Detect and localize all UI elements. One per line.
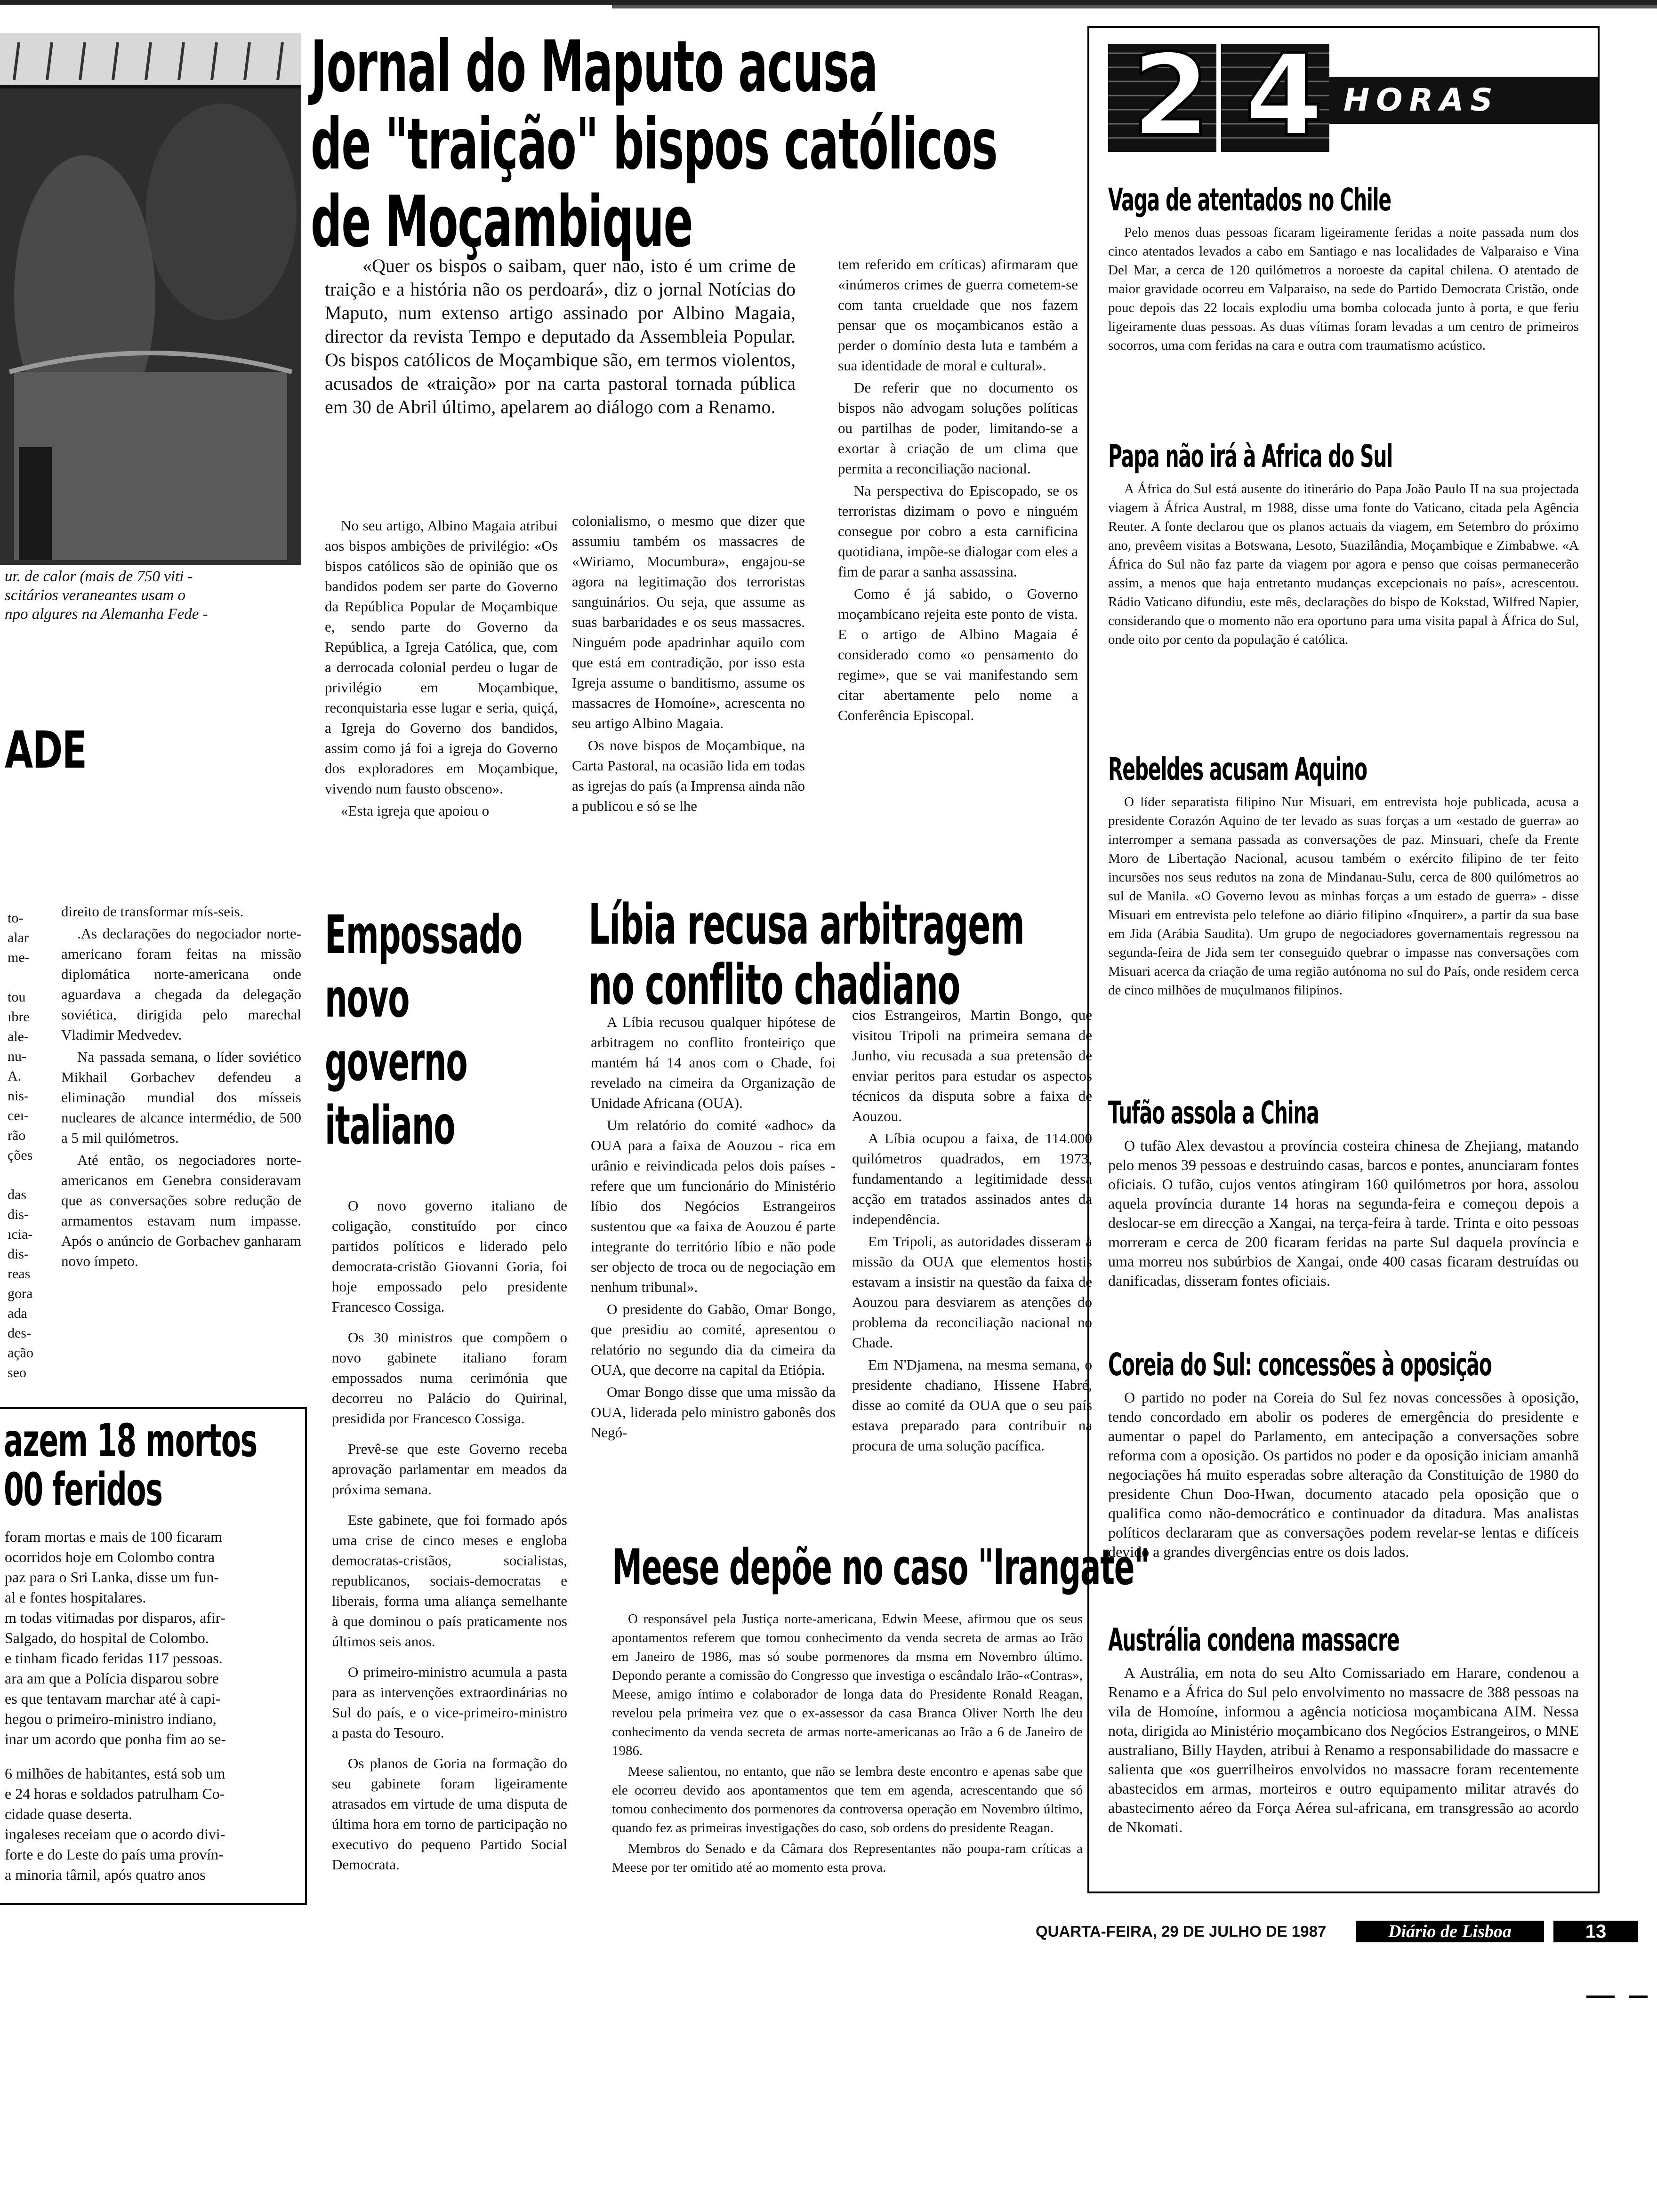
mortos-line: al e fontes hospitalares.: [5, 1589, 146, 1606]
sidebar-item-australia: [1108, 1621, 1579, 1837]
italy-paragraph: Prevê-se que este Governo receba aprovação parlamentar em meados da próxima semana.: [332, 1441, 567, 1498]
main-paragraph: tem referido em críticas) afirmaram que «inúmeros crimes de guerra cometem-se com tanta crueldade que nos fazem pensar que os moçambicanos estão a perder o domínio desta luta e também a sua identidade de moral e cultural».: [838, 256, 1078, 374]
main-col-1: [325, 515, 558, 823]
mortos-line: inar um acordo que ponha fim ao se-: [5, 1731, 226, 1747]
soviet-paragraph: direito de transformar mís-seis.: [61, 903, 244, 920]
italy-paragraph: Os 30 ministros que compõem o novo gabinete italiano foram empossados numa cerimónia que decorreu no Palácio do Quirinal, presidida por Francesco Cossiga.: [332, 1329, 567, 1427]
sidebar-24-horas: [1087, 26, 1600, 1893]
main-headline-line-2: de "traição" bispos católicos: [311, 104, 997, 185]
libya-paragraph: A Líbia recusou qualquer hipótese de arbitragem no conflito fronteiriço que mantém há 14 anos com o Chade, foi revelado na cimeira da Organização de Unidade Africana (OUA).: [591, 1014, 836, 1111]
main-headline-line-3: de Moçambique: [311, 181, 693, 263]
sidebar-item-aquino: [1108, 750, 1579, 1000]
mortos-line: e tinham ficado feridas 117 pessoas.: [5, 1650, 223, 1667]
footer-dash: [1586, 1996, 1615, 1998]
margin-word: reas: [8, 1266, 31, 1282]
mortos-line: ocorridos hoje em Colombo contra: [5, 1548, 215, 1565]
margin-word: dis-: [8, 1207, 29, 1222]
mortos-line: hegou o primeiro-ministro indiano,: [5, 1710, 217, 1727]
main-paragraph: Como é já sabido, o Governo moçambicano rejeita este ponto de vista. E o artigo de Albino Magaia é considerado como «o pensamento do regime», que se vai manifestando sem citar abertamente pelo nome a Conferência Episcopal.: [838, 585, 1078, 723]
sidebar-logo: [1108, 30, 1598, 161]
mortos-line: cidade quase deserta.: [5, 1805, 132, 1822]
margin-word: seo: [8, 1365, 26, 1380]
mortos-line: Salgado, do hospital de Colombo.: [5, 1629, 209, 1646]
mortos-line: foram mortas e mais de 100 ficaram: [5, 1528, 223, 1545]
top-border-line: [0, 0, 1657, 5]
italy-headline-line: italiano: [325, 1095, 455, 1156]
mortos-line: [5, 1749, 297, 1763]
main-col-2: [572, 511, 805, 818]
top-border-shadow: [612, 5, 1657, 8]
sidebar-item-china: [1108, 1094, 1579, 1290]
libya-col-1: [591, 1012, 836, 1444]
sidebar-item-text: O tufão Alex devastou a província costeira chinesa de Zhejiang, matando pelo menos 39 pessoas e destruindo casas, barcos e pontes, anunciaram fontes oficiais. O tufão, cujos ventos atingiram 160 quilómetros por hora, assolou aquela província durante 14 horas na segunda-feira e começou depois a deslocar-se em direcção a Xangai, na terça-feira à tarde. Trinta e oito pessoas morreram e cerca de 200 ficaram feridas na parte Sul daquela província e uma morreu nos subúrbios de Xangai, onde 400 casas ficaram destruídas ou danificadas, disseram fontes oficiais.: [1108, 1137, 1579, 1289]
margin-word: rão: [8, 1128, 26, 1143]
margin-word: das: [8, 1187, 26, 1202]
mortos-headline-2: 00 feridos: [4, 1463, 162, 1516]
margin-word: ceı-: [8, 1108, 29, 1123]
margin-word: ções: [8, 1147, 33, 1163]
libya-paragraph: Omar Bongo disse que uma missão da OUA, liderada pelo ministro gabonês dos Negó-: [591, 1384, 836, 1441]
sidebar-item-title: Vaga de atentados no Chile: [1108, 182, 1391, 218]
libya-paragraph: Um relatório do comité «adhoc» da OUA para a faixa de Aouzou - rica em urânio e reivindicada pelos dois países - refere que um funcionário do Ministério líbio dos Negócios Estrangeiros sustentou que «a faixa de Aouzou é parte integrante do território líbio e não pode ser objecto de troca ou de negociação em nenhum tribunal».: [591, 1117, 836, 1295]
mortos-line: 6 milhões de habitantes, está sob um: [5, 1765, 225, 1782]
logo-digit-4: 4: [1245, 30, 1322, 161]
libya-paragraph: cios Estrangeiros, Martin Bongo, que visitou Tripoli na primeira semana de Junho, viu recusada a sua pretensão de enviar peritos para estudar os aspectos técnicos da disputa sobre a faixa de Aouzou.: [852, 1007, 1092, 1124]
italy-paragraph: Os planos de Goria na formação do seu gabinete foram ligeiramente atrasados em virtude de uma disputa de última hora em torno de participação no executivo do pequeno Partido Social Democrata.: [332, 1755, 567, 1873]
photo-caption: [5, 567, 287, 624]
italy-headline-line: Empossado: [325, 905, 523, 966]
main-paragraph: colonialismo, o mesmo que dizer que assumiu também os massacres de «Wiriamo, Mocumbura», engajou-se agora na legitimação dos terroristas sanguinários. Ou seja, que assume as suas barbaridades e os seus massacres. Ninguém pode apadrinhar aquilo com que está em contradição, por isso esta Igreja assume o banditismo, assume os massacres de Homoíne», acrescenta no seu artigo Albino Magaia.: [572, 513, 805, 731]
soviet-paragraph: Até então, os negociadores norte-americanos em Genebra consideravam que as conversações sobre redução de armamentos estavam num impasse. Após o anúncio de Gorbachev ganharam novo ímpeto.: [61, 1152, 301, 1269]
sidebar-item-title: Papa não irá à Africa do Sul: [1108, 438, 1393, 474]
margin-word: des-: [8, 1325, 31, 1341]
margin-word: ıbre: [8, 1009, 30, 1025]
sidebar-item-text: O partido no poder na Coreia do Sul fez novas concessões à oposição, tendo concordado em abolir os poderes de emergência do presidente e aumentar o papel do Parlamento, em antecipação a conversações sobre reforma com a oposição. Os partidos no poder e da oposição iniciam amanhã negociações há muito esperadas sobre alteração da Constituição de 1980 do presidente Chun Doo-Hwan, documento atacado pela oposição que o qualifica como não-democrático e continuador da ditadura. Mas analistas políticos declararam que as conversações podem revelar-se lentas e difíceis devido a grandes divergências entre os dois lados.: [1108, 1389, 1579, 1560]
margin-words: [8, 908, 45, 1383]
margin-word: [8, 968, 45, 987]
italy-headline-line: novo: [325, 968, 410, 1029]
photo-left: [0, 33, 301, 565]
libya-headline-line-2: no conflito chadiano: [588, 952, 960, 1017]
mortos-line: e 24 horas e soldados patrulham Co-: [5, 1785, 225, 1802]
left-headline-fragment: ADE: [5, 721, 87, 780]
sidebar-item-title: Coreia do Sul: concessões à oposição: [1108, 1346, 1492, 1383]
main-lead: «Quer os bispos o saibam, quer não, isto é um crime de traição e a história não os perdoará», diz o jornal Notícias do Maputo, num extenso artigo assinado por Albino Magaia, director da revista Tempo e deputado da Assembleia Popular. Os bispos católicos de Moçambique são, em termos violentos, acusados de «traição» por na carta pastoral tornada pública em 30 de Abril último, apelarem ao diálogo com a Renamo.: [325, 255, 796, 417]
mortos-line: forte e do Leste do país uma provín-: [5, 1846, 224, 1863]
margin-word: alar: [8, 930, 29, 946]
footer-paper-name: Diário de Lisboa: [1356, 1921, 1544, 1942]
photo-image: [0, 33, 301, 565]
main-paragraph: No seu artigo, Albino Magaia atribui aos bispos ambições de privilégio: «Os bispos católicos são de opinião que os bandidos podem ser parte do Governo da República Popular de Moçambique e, sendo parte do Governo da República, a Igreja Católica, que, com a derrocada colonial perdeu o lugar de privilégio em Moçambique, reconquistaria esse lugar e seria, quiçá, a Igreja do Governo dos bandidos, assim como já foi a igreja do Governo dos exploradores em Moçambique, vivendo num fausto obsceno».: [325, 517, 558, 797]
sidebar-item-text: A Austrália, em nota do seu Alto Comissariado em Harare, condenou a Renamo e a África do Sul pelo envolvimento no massacre de 388 pessoas na vila de Homoíne, informou a agência noticiosa moçambicana AIM. Nessa nota, dirigida ao Ministério moçambicano dos Negócios Estrangeiros, o MNE australiano, Billy Hayden, atribui à Renamo a responsabilidade do massacre e salienta que «os guerrilheiros envolvidos no massacre foram recentemente abastecidos em armas, morteiros e outro equipamento militar através do abastecimento aéreo da Força Aérea sul-africana, em transgressão ao acordo de Nkomati.: [1108, 1664, 1579, 1835]
sidebar-item-title: Rebeldes acusam Aquino: [1108, 751, 1367, 787]
margin-word: nis-: [8, 1088, 29, 1104]
mortos-line: ara am que a Polícia disparou sobre: [5, 1670, 219, 1687]
meese-paragraph: Membros do Senado e da Câmara dos Representantes não poupa-ram críticas a Meese por ter omitido até ao momento esta prova.: [612, 1841, 1083, 1875]
margin-word: [8, 1165, 45, 1185]
mortos-line: a minoria tâmil, após quatro anos: [5, 1866, 206, 1883]
margin-word: me-: [8, 950, 30, 965]
margin-word: ada: [8, 1306, 27, 1321]
margin-word: tou: [8, 989, 26, 1005]
sidebar-item-text: A África do Sul está ausente do itinerário do Papa João Paulo II na sua projectada viagem à África Austral, m 1988, disse uma fonte do Vaticano, citada pela Agência Reuter. A fonte declarou que os planos actuais da viagem, em Setembro do próximo ano, prevêem visitas a Botswana, Lesoto, Suazilândia, Moçambique e Zimbabwe. «A África do Sul não faz parte da viagem por agora e penso que coisas permanecerão assim, a menos que haja entretanto mudanças excepcionais no país», acrescentou. Rádio Vaticano difundiu, este mês, declarações do bispo de Kokstad, Wilfred Napier, considerando que o momento não era oportuno para uma visita papal à África do Sul, onde oito por cento da população é católica.: [1108, 481, 1579, 647]
logo-word-horas: HORAS: [1343, 82, 1499, 118]
mortos-headline-1: azem 18 mortos: [4, 1414, 257, 1467]
libya-paragraph: O presidente do Gabão, Omar Bongo, que presidiu ao comité, apresentou o relatório no segundo dia da cimeira da OUA, que decorre na capital da Etiópia.: [591, 1301, 836, 1378]
margin-word: to-: [8, 910, 24, 926]
main-paragraph: Os nove bispos de Moçambique, na Carta Pastoral, na ocasião lida em todas as igrejas do país (a Imprensa ainda não a publicou e só se lhe: [572, 737, 805, 814]
caption-line-1: ur. de calor (mais de 750 viti -: [5, 568, 193, 585]
mortos-line: es que tentavam marchar até à capi-: [5, 1690, 221, 1707]
soviet-paragraph: .As declarações do negociador norte-americano foram feitas na missão diplomática norte-americana onde aguardava a chegada da delegação soviética, dirigida pelo marechal Vladimir Medvedev.: [61, 925, 301, 1043]
footer-date: QUARTA-FEIRA, 29 DE JULHO DE 1987: [1036, 1923, 1327, 1940]
mortos-line: ingaleses receiam que o acordo divi-: [5, 1826, 225, 1843]
meese-paragraph: Meese salientou, no entanto, que não se lembra deste encontro e apenas sabe que ele ocorreu devido aos apontamentos que tem em agenda, acrescentando que só tomou conhecimento dos pormenores da controversa operação em Novembro último, quando fez as primeiras investigações do caso, sob ordens do presidente Reagan.: [612, 1764, 1083, 1835]
italy-paragraph: O novo governo italiano de coligação, constituído por cinco partidos políticos e liderado pelo democrata-cristão Giovanni Goria, foi hoje empossado pelo presidente Francesco Cossiga.: [332, 1197, 567, 1315]
main-paragraph: «Esta igreja que apoiou o: [341, 802, 490, 819]
libya-headline: [588, 894, 1106, 1015]
margin-word: ação: [8, 1345, 33, 1361]
margin-word: ale-: [8, 1029, 29, 1044]
italy-paragraph: Este gabinete, que foi formado após uma crise de cinco meses e engloba democratas-cristãos, socialistas, republicanos, sociais-democratas e liberais, forma uma aliança semelhante à que dominou o país praticamente nos últimos seis anos.: [332, 1512, 567, 1650]
meese-headline: Meese depõe no caso "Irangate": [612, 1539, 1150, 1596]
footer: [1036, 1918, 1638, 1946]
italy-headline: [325, 904, 570, 1158]
main-paragraph: Na perspectiva do Episcopado, se os terroristas dizimam o povo e ninguém consegue por cobro a esta carnificina quotidiana, impõe-se dialogar com eles a fim de parar a sanha assassina.: [838, 482, 1078, 580]
libya-paragraph: Em N'Djamena, na mesma semana, o presidente chadiano, Hissene Habré, disse ao comité da OUA que o seu país estava preparado para contribuir na procura de uma solução pacífica.: [852, 1356, 1092, 1454]
sidebar-item-text: O líder separatista filipino Nur Misuari, em entrevista hoje publicada, acusa a presidente Corazón Aquino de ter levado as suas forças a um «estado de guerra» ao interromper a semana passada as conversações de paz. Minsuari, chefe da Frente Moro de Libertação Nacional, acusou também o exército filipino de ter feito incursões nos seus redutos na zona de Mindanau-Sulu, cerca de 800 quilómetros ao sul de Manila. «O Governo levou as minhas forças a um estado de guerra» - disse Misuari em entrevista pelo telefone ao diário filipino «Inquirer», a partir da sua base em Jida (Arábia Saudita). Um grupo de negociadores governamentais regressou na segunda-feira de Jida sem ter conseguido quebrar o impasse nas conversações com Misuari acerca da criação de uma região autónoma no sul do País, onde residem cerca de cinco milhões de muçulmanos filipinos.: [1108, 794, 1579, 998]
main-headline: [311, 28, 1064, 261]
libya-paragraph: Em Tripoli, as autoridades disseram à missão da OUA que elementos hostis estavam a insistir na questão da faixa de Aouzou para desviarem as atenções do problema da reconciliação nacional no Chade.: [852, 1233, 1092, 1351]
sidebar-item-chile: [1108, 181, 1579, 355]
libya-paragraph: A Líbia ocupou a faixa, de 114.000 quilómetros quadrados, em 1973, fundamentando a legitimidade dessa acção em tratados assinados antes da independência.: [852, 1130, 1092, 1227]
meese-paragraph: O responsável pela Justiça norte-americana, Edwin Meese, afirmou que os seus apontamentos referem que tomou conhecimento da venda secreta de armas ao Irão em Janeiro de 1986, mas só soube pormenores da msma em Novembro último. Depondo perante a comissão do Congresso que investiga o escândalo Irão-«Contras», Meese, amigo íntimo e colaborador de longa data do Presidente Ronald Reagan, revelou pela primeira vez que o ex-assessor da casa Branca Oliver North lhe deu conhecimento da venda secreta de armas norte-americanas ao Irão a 6 de Janeiro de 1986.: [612, 1611, 1083, 1758]
sidebar-item-title: Austrália condena massacre: [1108, 1622, 1400, 1658]
soviet-paragraph: Na passada semana, o líder soviético Mikhail Gorbachev defendeu a eliminação mundial dos mísseis nucleares de alcance intermédio, de 500 a 5 mil quilómetros.: [61, 1049, 301, 1146]
main-paragraph: De referir que no documento os bispos não advogam soluções políticas ou partilhas de poder, limitando-se a exortar à criação de um clima que permita a reconciliação nacional.: [838, 379, 1078, 477]
sidebar-item-title: Tufão assola a China: [1108, 1095, 1319, 1131]
italy-headline-line: governo: [325, 1032, 467, 1093]
margin-word: nu-: [8, 1049, 26, 1064]
mortos-text: [5, 1527, 297, 1885]
margin-word: A.: [8, 1068, 22, 1084]
libya-headline-line-1: Líbia recusa arbitragem: [588, 892, 1024, 957]
meese-text: [612, 1610, 1083, 1879]
caption-line-3: npo algures na Alemanha Fede -: [5, 606, 208, 623]
footer-page-number: 13: [1553, 1921, 1638, 1942]
soviet-article: [61, 901, 301, 1273]
footer-dash: [1629, 1996, 1648, 1998]
italy-text: [332, 1195, 567, 1876]
main-col-3: [838, 254, 1078, 727]
margin-word: dis-: [8, 1246, 29, 1262]
sidebar-item-coreia: [1108, 1346, 1579, 1562]
italy-paragraph: O primeiro-ministro acumula a pasta para as intervenções extraordinárias no Sul do país, e o vice-primeiro-ministro a pasta do Tesouro.: [332, 1664, 567, 1741]
logo-digit-2: 2: [1132, 30, 1209, 161]
mortos-box: [0, 1407, 307, 1905]
mortos-line: m todas vitimadas por disparos, afir-: [5, 1609, 225, 1626]
sidebar-item-papa: [1108, 437, 1579, 649]
mortos-line: paz para o Sri Lanka, disse um fun-: [5, 1569, 219, 1586]
margin-word: gora: [8, 1286, 33, 1301]
caption-line-2: scitários veraneantes usam o: [5, 587, 186, 604]
sidebar-item-text: Pelo menos duas pessoas ficaram ligeiramente feridas a noite passada num dos cinco atentados levados a cabo em Santiago e nas localidades de Valparaiso e Vina Del Mar, a cerca de 120 quilómetros a noroeste da capital chilena. O atentado de maior gravidade ocorreu em Valparaiso, na sede do Partido Democrata Cristão, onde pouc depois das 22 locais explodiu uma bomba colocada junto à porta, e que feriu ligeiramente duas pessoas. As duas vítimas foram levadas a um centro de primeiros socorros, uma com feridas na cara e outra com traumatismo acústico.: [1108, 225, 1579, 353]
main-headline-line-1: Jornal do Maputo acusa: [311, 26, 878, 108]
libya-col-2: [852, 1005, 1092, 1458]
margin-word: ıcia-: [8, 1226, 33, 1242]
